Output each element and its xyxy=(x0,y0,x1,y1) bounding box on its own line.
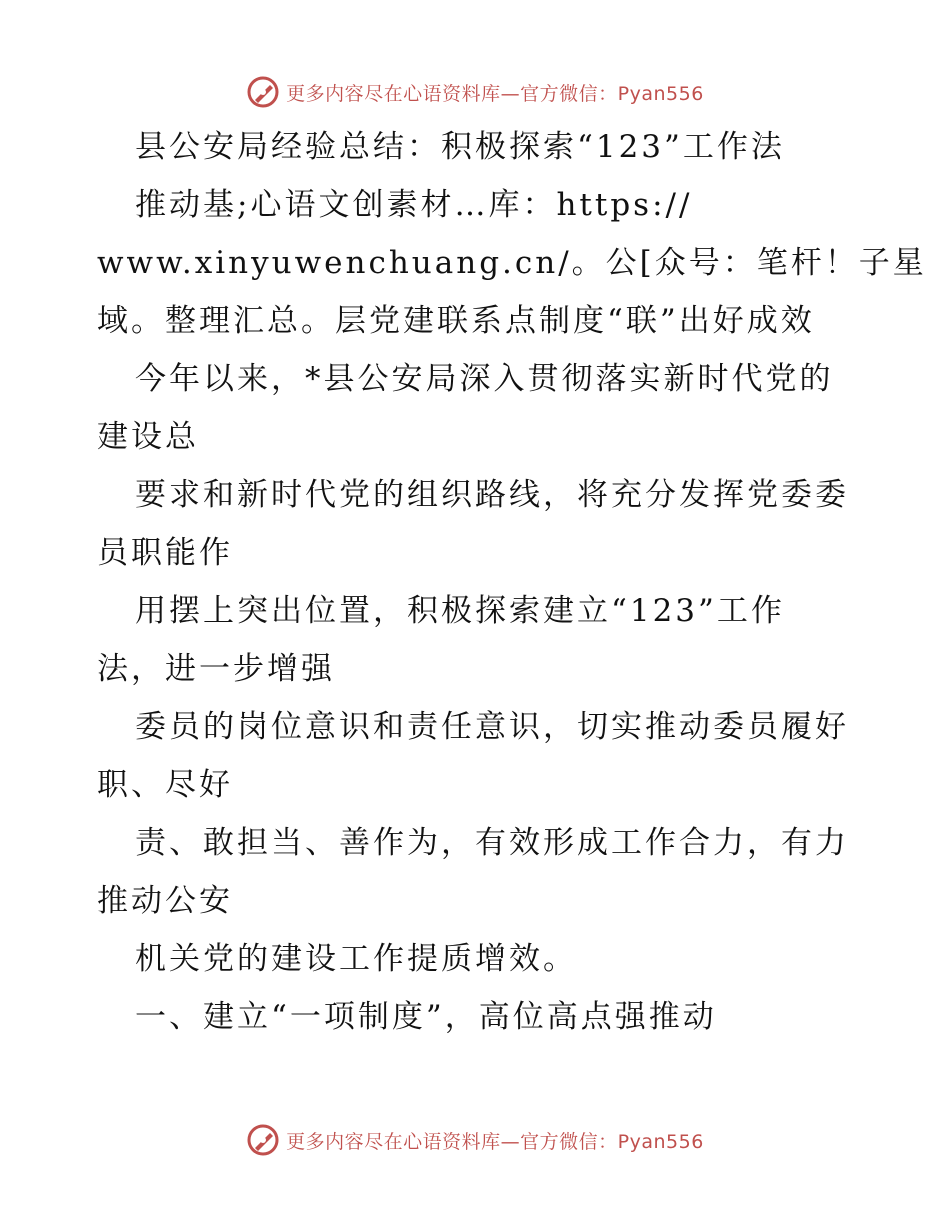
doc-line: 域。整理汇总。层党建联系点制度“联”出好成效 xyxy=(97,303,815,339)
document-body xyxy=(97,118,927,1046)
footer-banner xyxy=(0,1120,950,1160)
doc-line: 建设总 xyxy=(97,419,199,455)
doc-line: 责、敢担当、善作为，有效形成工作合力，有力 xyxy=(135,825,849,861)
doc-line: 法，进一步增强 xyxy=(97,651,335,687)
doc-line: www.xinyuwenchuang.cn/。公[众号：笔杆！子星 xyxy=(97,245,927,281)
doc-line: 职、尽好 xyxy=(97,767,233,803)
doc-line: 机关党的建设工作提质增效。 xyxy=(135,941,577,977)
doc-line: 员职能作 xyxy=(97,535,233,571)
doc-line: 一、建立“一项制度”，高位高点强推动 xyxy=(135,999,717,1035)
doc-line: 推动公安 xyxy=(97,883,233,919)
pen-logo-icon xyxy=(246,75,280,109)
doc-line: 委员的岗位意识和责任意识，切实推动委员履好 xyxy=(135,709,849,745)
doc-line: 今年以来，*县公安局深入贯彻落实新时代党的 xyxy=(135,361,834,397)
doc-line: 要求和新时代党的组织路线，将充分发挥党委委 xyxy=(135,477,849,513)
doc-line: 推动基;心语文创素材…库：https:// xyxy=(135,187,693,223)
header-banner xyxy=(0,72,950,112)
doc-line: 县公安局经验总结：积极探索“123”工作法 xyxy=(135,129,785,165)
header-banner-text: 更多内容尽在心语资料库—官方微信：Pyan556 xyxy=(286,82,704,105)
footer-banner-text: 更多内容尽在心语资料库—官方微信：Pyan556 xyxy=(286,1130,704,1153)
pen-logo-icon xyxy=(246,1123,280,1157)
doc-line: 用摆上突出位置，积极探索建立“123”工作 xyxy=(135,593,785,629)
